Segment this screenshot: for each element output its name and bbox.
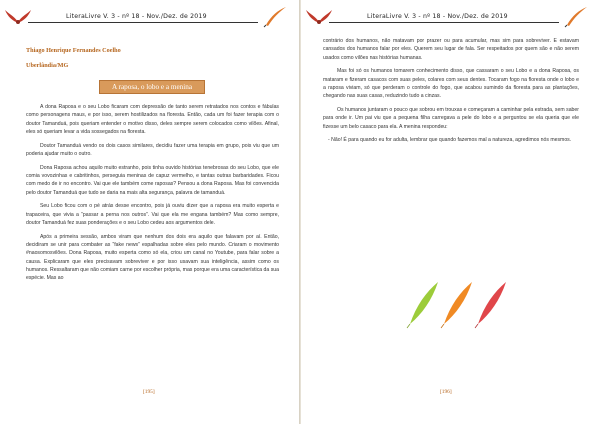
paragraph: A dona Raposa e o seu Lobo ficaram com depressão de tanto serem retratados nos contos e fábulas como personagens maus, e por isso, serem hostilizados na floresta. Então, cada um foi fazer terapia com o doutor Tamanduá, pois queriam entender o motivo disso, deles sempre serem colocados como vilões. Afinal, eles só queriam levar a vida sossegados na floresta. <box>26 104 279 135</box>
right-body-text <box>323 37 579 150</box>
feather-icon <box>441 282 472 328</box>
quill-pen-icon <box>262 6 288 28</box>
paragraph: Doutor Tamanduá vendo os dois casos similares, decidiu fazer uma terapia em grupo, pois viu que um poderia ajudar muito o outro. <box>26 142 279 157</box>
header-text: LiteraLivre V. 3 - nº 18 - Nov./Dez. de 2019 <box>367 13 508 20</box>
winged-logo-icon <box>4 8 32 26</box>
right-page <box>300 0 600 424</box>
dialog-line: - Não! É para quando eu for adulta, lembrar que quando fazemos mal a natureza, agredimos nós mesmos. <box>328 137 572 144</box>
page-number: [196] <box>440 389 452 395</box>
header-rule <box>329 22 559 23</box>
paragraph: Após a primeira sessão, ambos viram que nenhum dos dois era aquilo que falavam por aí. Então, decidiram se unir para combater as “fake news” espalhadas sobre eles pelo mundo. Criaram o movimento #naosomosvilões. Dona Raposa, muito esperta como só ela, criou um canal no Youtube, para falar sobre a causa. Explicaram que eles precisavam sobreviver e por isso usavam sua inteligência, assim como os humanos. Ressaltaram que não comiam carne por escolher própria, mas porque era uma característica da sua espécie. Mas ao <box>26 233 279 282</box>
header-rule <box>28 22 258 23</box>
story-title: A raposa, o lobo e a menina <box>111 83 193 91</box>
feathers-illustration <box>402 278 512 330</box>
winged-logo-icon <box>305 8 333 26</box>
paragraph: Os humanos juntaram o pouco que sobrou em trouxas e começaram a caminhar pela estrada, sem saber para onde ir. Um pai viu que a pequena filha carregava a pele do lobo e a perguntou se ela queria que ele fizesse um belo casaco para ela. A menina respondeu: <box>323 107 579 130</box>
paragraph: Mas foi só os humanos tomarem conhecimento disso, que cassaram o seu Lobo e a dona Raposa, os mataram e fizeram casacos com suas peles, colares com seus dentes. Tocaram fogo na floresta onde o lobo e a raposa viviam, só que perderam o controle do fogo, que acabou sumindo da floresta para as plantações, chegando nas suas casas, reduzindo tudo a cinzas. <box>323 68 579 100</box>
author-name: Thiago Henrique Fernandes Coelho <box>26 47 121 54</box>
paragraph: contrário dos humanos, não matavam por prazer ou para acumular, mas sim para sobreviver. E estavam cansados dos humanos falar por eles. Querem seu lugar de fala. Ser respeitados por quem são e não serem usados como vilões nas histórias humanas. <box>323 38 579 61</box>
feather-icon <box>475 282 506 328</box>
page-header <box>0 6 300 26</box>
page-header <box>301 6 600 26</box>
page-number: [195] <box>143 389 155 395</box>
left-body-text <box>26 103 279 288</box>
feather-icon <box>407 282 438 328</box>
quill-pen-icon <box>563 6 589 28</box>
story-title-box <box>99 80 205 94</box>
paragraph: Dona Raposa achou aquilo muito estranho, pois tinha ouvido histórias tenebrosas do seu Lobo, que ele comia vovozinhas e cabritinhos, perseguia meninas de capuz vermelho, e tantas outras barbaridades. Ficou com medo de ir no encontro. Vai que ele também come raposas? Pensou a dona Raposa. Mas foi convencida pelo doutor Tamanduá que tudo se daria na mais alta segurança, palavra de tamanduá. <box>26 164 279 196</box>
author-location: Uberlândia/MG <box>26 62 69 69</box>
paragraph: Seu Lobo ficou com o pé atrás desse encontro, pois já ouviu dizer que a raposa era muito esperta e trapaceira, que vivia a “passar a perna nos outros”. Vai que ela me engana também? Mas como sempre, doutor Tamanduá fez suas ponderações e o seu Lobo cedeu aos argumentos dele. <box>26 203 279 227</box>
header-text: LiteraLivre V. 3 - nº 18 - Nov./Dez. de 2019 <box>66 13 207 20</box>
